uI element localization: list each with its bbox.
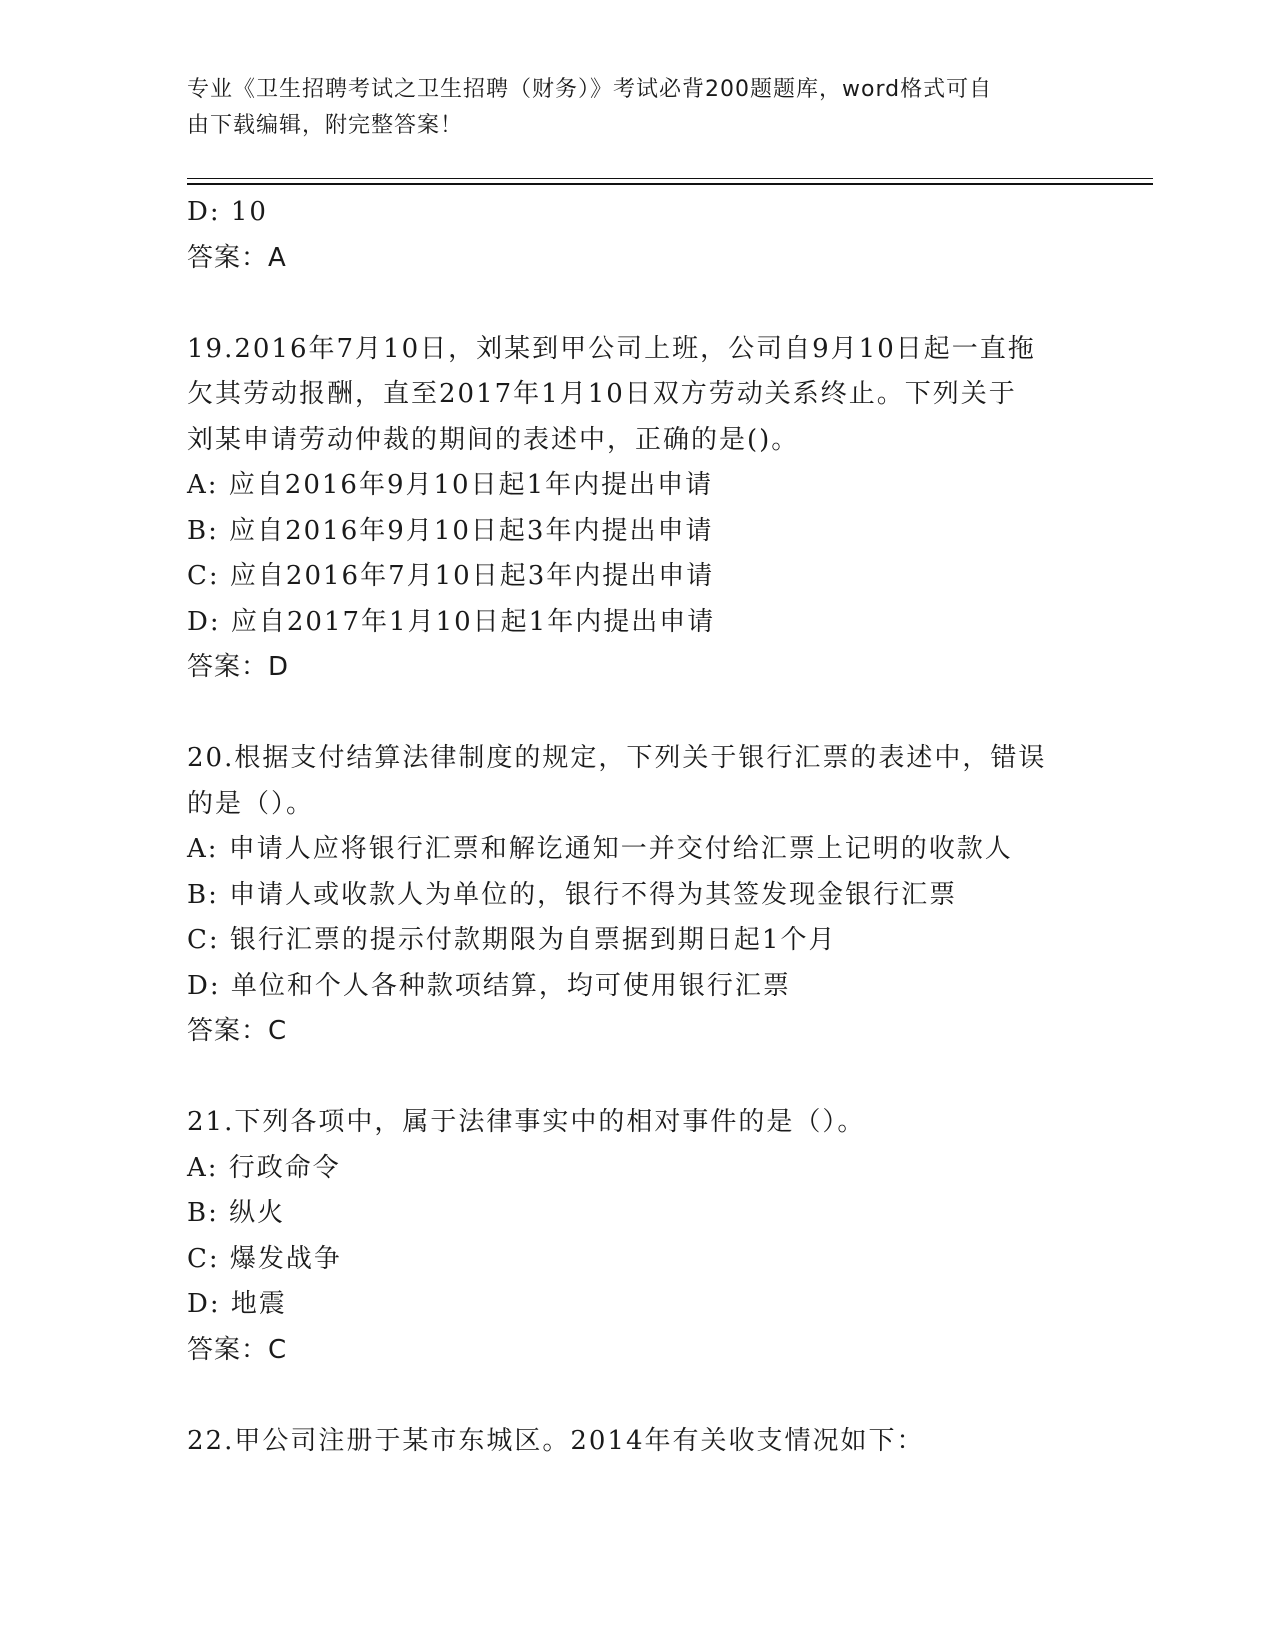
- question-19-line-2: 欠其劳动报酬，直至2017年1月10日双方劳动关系终止。下列关于: [187, 379, 1017, 409]
- document-header: [187, 72, 1067, 144]
- question-19-line-1: 19.2016年7月10日，刘某到甲公司上班，公司自9月10日起一直拖: [187, 333, 1036, 364]
- spacer: [187, 1055, 1087, 1101]
- header-line-1: 专业《卫生招聘考试之卫生招聘（财务）》考试必背200题题库，word格式可自: [187, 77, 993, 102]
- spacer: [187, 1373, 1087, 1419]
- question-21: [187, 1100, 1087, 1373]
- header-line-2: 由下载编辑，附完整答案！: [187, 113, 464, 138]
- question-19-option-b: B: 应自2016年9月10日起3年内提出申请: [187, 515, 714, 546]
- question-19-answer: 答案：D: [187, 652, 290, 682]
- question-21-option-a: A: 行政命令: [187, 1152, 341, 1183]
- spacer: [187, 691, 1087, 737]
- question-19-option-d: D: 应自2017年1月10日起1年内提出申请: [187, 606, 716, 637]
- question-22-line-1: 22.甲公司注册于某市东城区。2014年有关收支情况如下：: [187, 1425, 925, 1456]
- question-20-line-1: 20.根据支付结算法律制度的规定，下列关于银行汇票的表述中，错误: [187, 743, 1047, 773]
- question-20-option-c: C: 银行汇票的提示付款期限为自票据到期日起1个月: [187, 925, 837, 955]
- question-20-answer: 答案：C: [187, 1016, 288, 1046]
- question-20-option-a: A: 申请人应将银行汇票和解讫通知一并交付给汇票上记明的收款人: [187, 834, 1013, 864]
- question-20-line-2: 的是（）。: [187, 788, 315, 819]
- question-21-line-1: 21.下列各项中，属于法律事实中的相对事件的是（）。: [187, 1107, 866, 1137]
- question-19: [187, 327, 1087, 691]
- header-divider-thin: [187, 178, 1153, 179]
- header-divider-thick: [187, 183, 1153, 185]
- question-20-option-d: D: 单位和个人各种款项结算，均可使用银行汇票: [187, 970, 791, 1001]
- question-19-option-c: C: 应自2016年7月10日起3年内提出申请: [187, 561, 715, 591]
- question-19-line-3: 刘某申请劳动仲裁的期间的表述中，正确的是()。: [187, 424, 800, 455]
- spacer: [187, 281, 1087, 327]
- question-21-option-b: B: 纵火: [187, 1198, 286, 1228]
- question-22: [187, 1419, 1087, 1465]
- question-19-option-a: A: 应自2016年9月10日起1年内提出申请: [187, 470, 714, 500]
- prev-option-d: D: 10: [187, 197, 268, 227]
- question-21-option-d: D: 地震: [187, 1289, 287, 1319]
- prev-answer: 答案：A: [187, 242, 287, 273]
- question-20-option-b: B: 申请人或收款人为单位的，银行不得为其签发现金银行汇票: [187, 879, 958, 910]
- question-20: [187, 736, 1087, 1055]
- question-21-option-c: C: 爆发战争: [187, 1243, 342, 1274]
- document-body: [187, 190, 1087, 1464]
- question-21-answer: 答案：C: [187, 1334, 288, 1365]
